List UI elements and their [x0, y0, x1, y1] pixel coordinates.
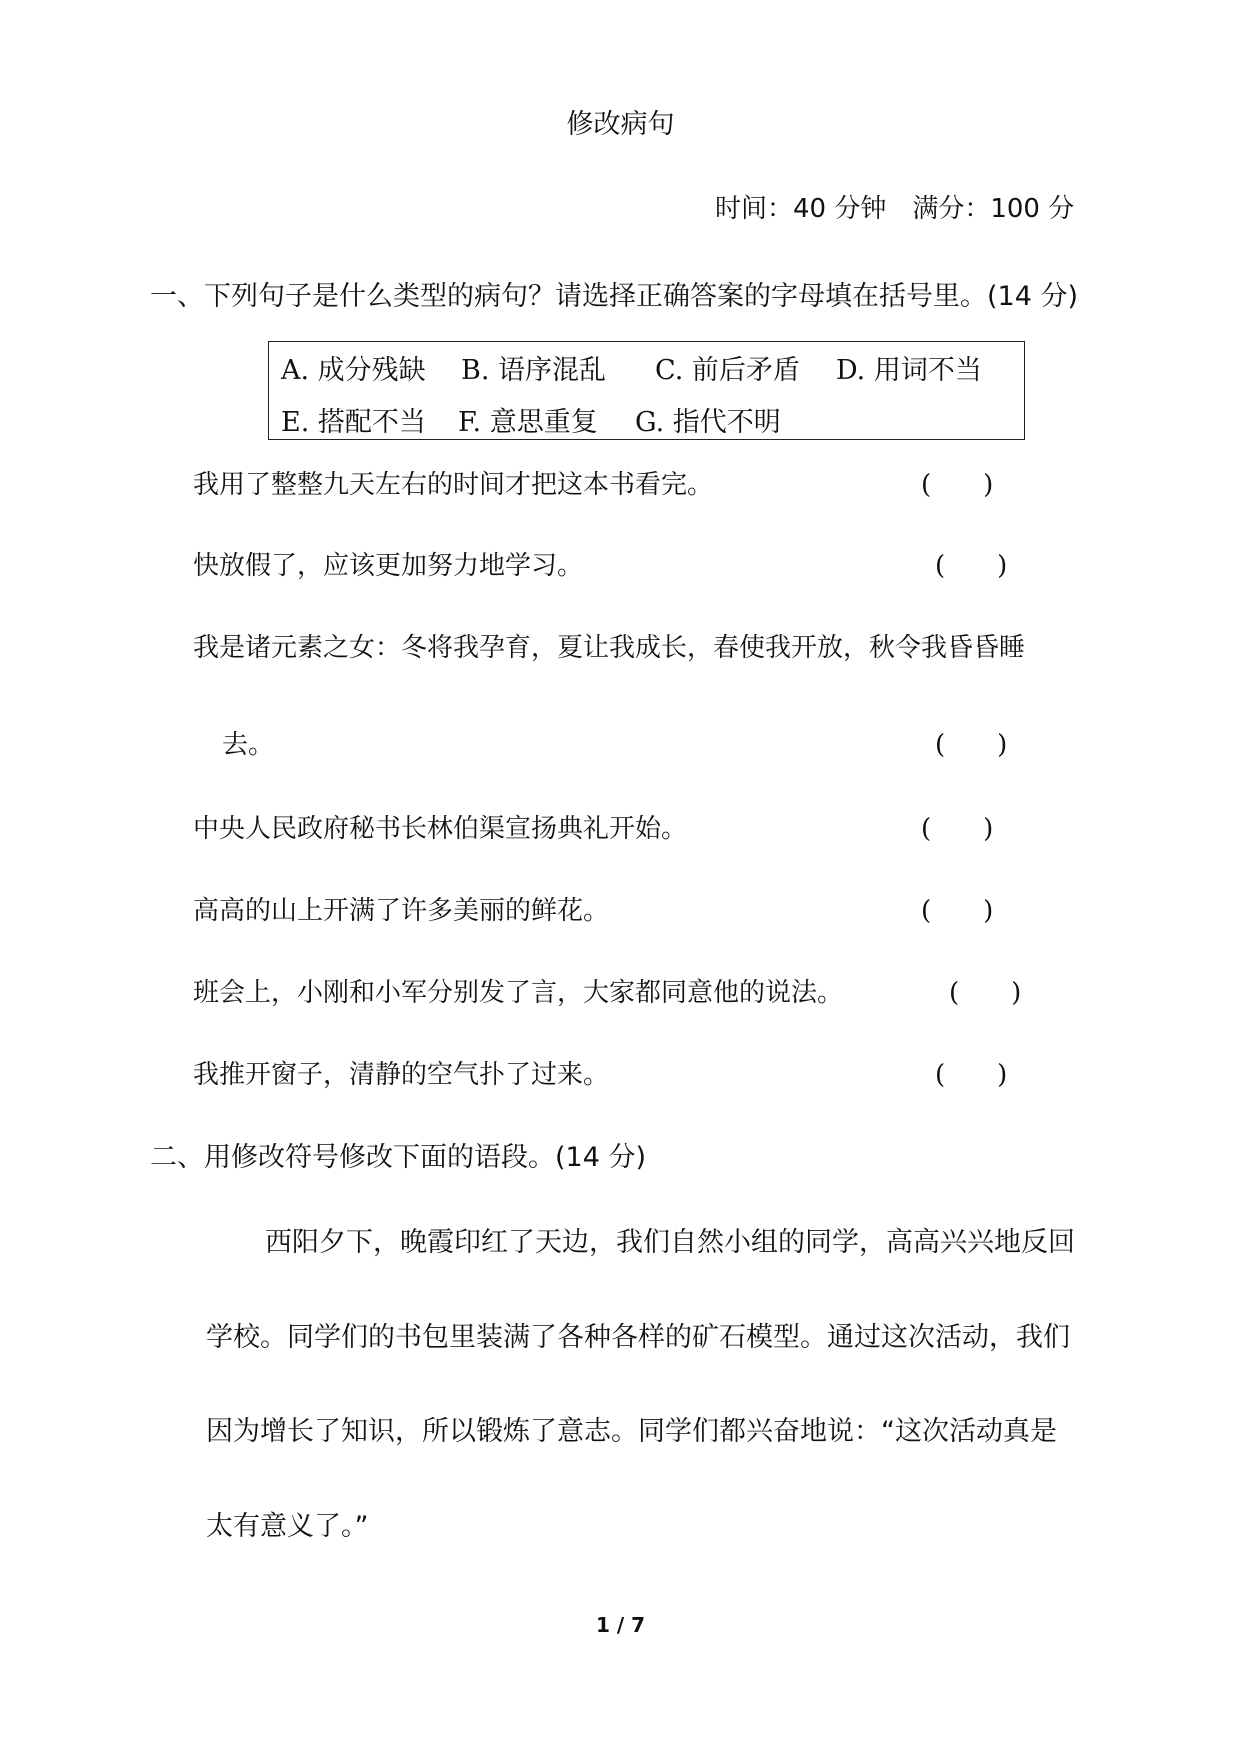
question-4: 中央人民政府秘书长林伯渠宣扬典礼开始。 — [193, 814, 688, 844]
answer-bracket-6[interactable]: ( ) — [949, 978, 1022, 1008]
question-3-continuation: 去。 — [222, 730, 275, 760]
paragraph-line-1: 西阳夕下，晚霞印红了天边，我们自然小组的同学，高高兴兴地反回 — [265, 1227, 1075, 1258]
option-b: B. 语序混乱 — [461, 355, 607, 386]
question-5: 高高的山上开满了许多美丽的鲜花。 — [193, 896, 610, 926]
page-title: 修改病句 — [566, 109, 675, 140]
answer-bracket-1[interactable]: ( ) — [921, 470, 994, 500]
answer-bracket-7[interactable]: ( ) — [935, 1060, 1008, 1090]
time-info: 时间：40 分钟 满分：100 分 — [715, 194, 1075, 224]
question-6: 班会上，小刚和小军分别发了言，大家都同意他的说法。 — [193, 978, 844, 1008]
option-f: F. 意思重复 — [458, 407, 598, 438]
section2-heading: 二、用修改符号修改下面的语段。(14 分) — [150, 1142, 647, 1173]
paragraph-line-2: 学校。同学们的书包里装满了各种各样的矿石模型。通过这次活动，我们 — [206, 1322, 1070, 1353]
answer-bracket-2[interactable]: ( ) — [935, 551, 1008, 581]
question-2: 快放假了，应该更加努力地学习。 — [193, 551, 584, 581]
question-1: 我用了整整九天左右的时间才把这本书看完。 — [193, 470, 714, 500]
answer-bracket-5[interactable]: ( ) — [921, 896, 994, 926]
option-d: D. 用词不当 — [836, 355, 982, 386]
option-g: G. 指代不明 — [635, 407, 781, 438]
option-e: E. 搭配不当 — [281, 407, 426, 438]
answer-bracket-4[interactable]: ( ) — [921, 814, 994, 844]
page-number: 1 / 7 — [595, 1613, 646, 1637]
option-a: A. 成分残缺 — [281, 355, 426, 386]
answer-bracket-3[interactable]: ( ) — [935, 730, 1008, 760]
option-c: C. 前后矛盾 — [655, 355, 800, 386]
section1-heading: 一、下列句子是什么类型的病句？请选择正确答案的字母填在括号里。(14 分) — [150, 281, 1079, 312]
question-3: 我是诸元素之女：冬将我孕育，夏让我成长，春使我开放，秋令我昏昏睡 — [193, 633, 1026, 663]
paragraph-line-4: 太有意义了。” — [206, 1511, 369, 1542]
question-7: 我推开窗子，清静的空气扑了过来。 — [193, 1060, 610, 1090]
paragraph-line-3: 因为增长了知识，所以锻炼了意志。同学们都兴奋地说：“这次活动真是 — [206, 1416, 1057, 1447]
